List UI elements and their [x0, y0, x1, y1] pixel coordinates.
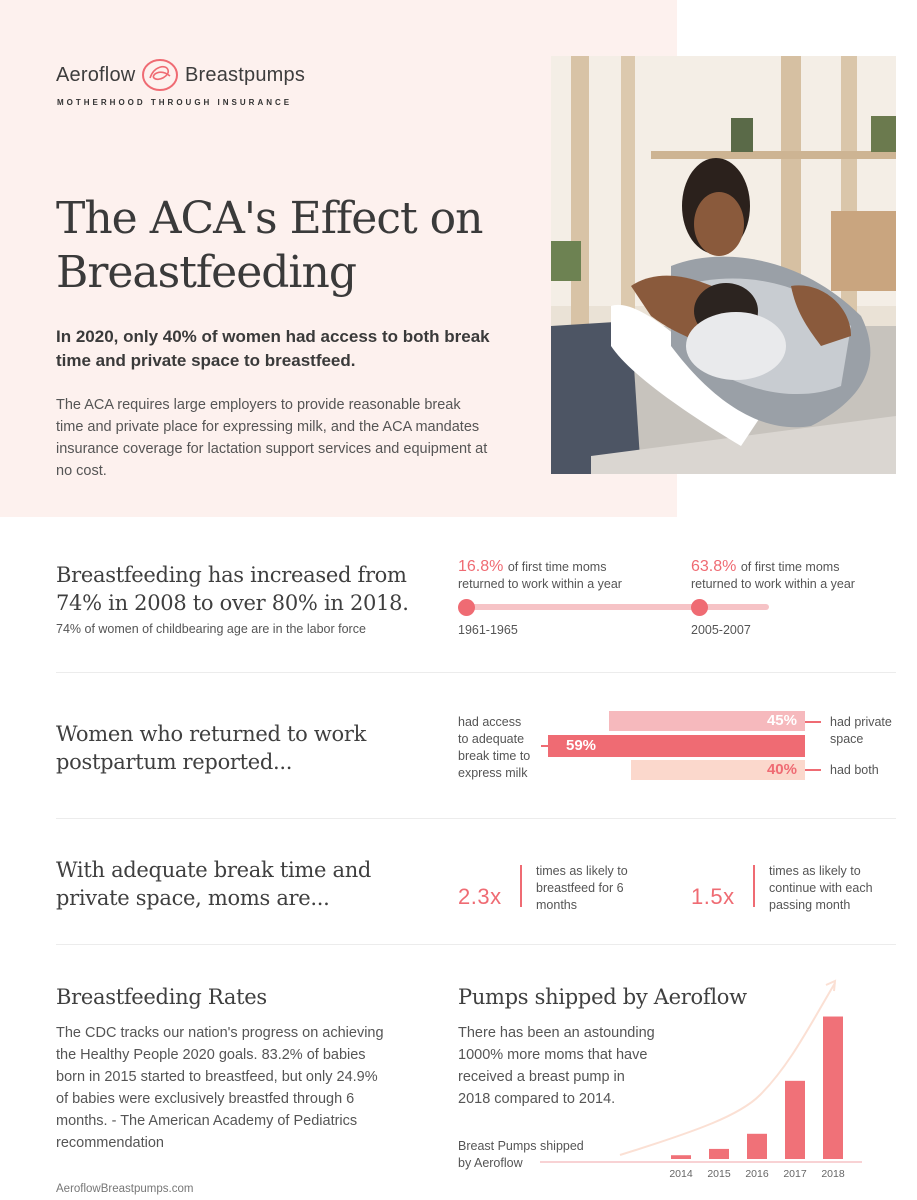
rates-body-line2: the Healthy People 2020 goals. 83.2% of babies	[56, 1047, 366, 1063]
multiplier-continue-text-line3: passing month	[769, 898, 851, 912]
stat-2005-value: 63.8%	[691, 558, 737, 575]
multiplier-breastfeed: 2.3x	[458, 884, 502, 909]
rates-body-line6: recommendation	[56, 1135, 164, 1151]
pumps-body-line2: 1000% more moms that have	[458, 1047, 648, 1063]
tick-label-2016: 2016	[745, 1168, 769, 1180]
stat-1961-text1: of first time moms	[507, 560, 607, 574]
logo-name-right: Breastpumps	[185, 64, 306, 86]
pumps-body-line1: There has been an astounding	[458, 1025, 655, 1041]
rates-heading: Breastfeeding Rates	[56, 985, 267, 1009]
bar-left-label-line2: to adequate	[458, 732, 525, 746]
multiplier-breastfeed-text-line2: breastfeed for 6	[536, 881, 624, 895]
tick-label-2014: 2014	[669, 1168, 693, 1180]
pumps-bar-chart	[540, 975, 870, 1185]
stat-1961	[458, 558, 678, 591]
increase-subtext: 74% of women of childbearing age are in the labor force	[56, 622, 366, 636]
multiplier-continue-text	[769, 863, 899, 914]
increase-heading-line2: 74% in 2008 to over 80% in 2018.	[56, 591, 409, 615]
pumps-axis-label-line2: by Aeroflow	[458, 1156, 523, 1170]
hero-body-line4: no cost.	[56, 463, 107, 479]
bar-left-label	[458, 714, 548, 782]
bar-2016	[747, 1134, 767, 1159]
page-title-line2: Breastfeeding	[56, 247, 357, 298]
bar-left-label-line3: break time to	[458, 749, 531, 763]
logo-tagline: MOTHERHOOD THROUGH INSURANCE	[57, 98, 293, 107]
bar-private-space	[609, 711, 805, 731]
divider-2	[56, 818, 896, 819]
reported-heading-line1: Women who returned to work	[56, 722, 367, 746]
footer-url[interactable]: AeroflowBreastpumps.com	[56, 1183, 194, 1195]
multiplier-breastfeed-text-line3: months	[536, 898, 577, 912]
multiplier-continue-rule	[753, 865, 755, 907]
stat-1961-value: 16.8%	[458, 558, 504, 575]
divider-1	[56, 672, 896, 673]
tick-label-2018: 2018	[821, 1168, 845, 1180]
bar-private-space-value: 45%	[766, 712, 797, 729]
bar-both-value: 40%	[766, 761, 797, 778]
stat-2005-text1: of first time moms	[740, 560, 840, 574]
bar-left-label-line4: express milk	[458, 766, 528, 780]
pumps-body-line3: received a breast pump in	[458, 1069, 625, 1085]
multiplier-breastfeed-rule	[520, 865, 522, 907]
mother-breastfeeding-photo	[551, 56, 896, 474]
timeline-dot-2005	[691, 599, 708, 616]
logo-name-left: Aeroflow	[56, 64, 136, 86]
leader-break-time	[541, 745, 555, 747]
bar-2015	[709, 1149, 729, 1159]
tick-label-2017: 2017	[783, 1168, 807, 1180]
reported-heading	[56, 720, 436, 776]
multiplier-continue: 1.5x	[691, 884, 735, 909]
rates-body-line4: of babies were exclusively breastfed through 6	[56, 1091, 355, 1107]
pumps-heading: Pumps shipped by Aeroflow	[458, 985, 747, 1009]
pumps-axis-label-line1: Breast Pumps shipped	[458, 1139, 584, 1153]
multiplier-breastfeed-text	[536, 863, 666, 914]
hero-body-line2: time and private place for expressing milk, and the ACA mandates	[56, 419, 480, 435]
stat-1961-text2: returned to work within a year	[458, 577, 622, 591]
stat-2005-text2: returned to work within a year	[691, 577, 855, 591]
hero-body	[56, 394, 516, 482]
aeroflow-swirl-icon	[140, 56, 180, 94]
likely-heading	[56, 856, 436, 912]
increase-heading-line1: Breastfeeding has increased from	[56, 563, 407, 587]
multiplier-continue-text-line1: times as likely to	[769, 864, 861, 878]
hero-lead-line1: In 2020, only 40% of women had access to both break	[56, 327, 490, 346]
leader-both	[805, 769, 821, 771]
hero-lead-line2: time and private space to breastfeed.	[56, 351, 356, 370]
rates-body-line5: months. - The American Academy of Pediatrics	[56, 1113, 358, 1129]
tick-label-2015: 2015	[707, 1168, 731, 1180]
pumps-body-line4: 2018 compared to 2014.	[458, 1091, 616, 1107]
multiplier-breastfeed-text-line1: times as likely to	[536, 864, 628, 878]
logo[interactable]	[56, 56, 306, 112]
period-1961: 1961-1965	[458, 623, 518, 637]
likely-heading-line1: With adequate break time and	[56, 858, 372, 882]
timeline-dot-1961	[458, 599, 475, 616]
label-private-space-line2: space	[830, 732, 864, 746]
timeline-track	[466, 604, 769, 610]
page-title	[56, 192, 536, 300]
hero-lead	[56, 325, 516, 373]
bar-both	[631, 760, 805, 780]
label-private-space	[830, 714, 892, 748]
stat-2005	[691, 558, 901, 591]
bar-left-label-line1: had access	[458, 715, 522, 729]
reported-heading-line2: postpartum reported...	[56, 750, 293, 774]
page-title-line1: The ACA's Effect on	[56, 193, 483, 244]
bar-break-time	[548, 735, 805, 757]
label-private-space-line1: had private	[830, 715, 892, 729]
period-2005: 2005-2007	[691, 623, 751, 637]
increase-heading	[56, 561, 436, 617]
bar-2018	[823, 1017, 843, 1159]
bar-2014	[671, 1155, 691, 1159]
label-both: had both	[830, 763, 879, 777]
multiplier-continue-text-line2: continue with each	[769, 881, 873, 895]
leader-private-space	[805, 721, 821, 723]
rates-body-line3: born in 2015 started to breastfeed, but only 24.9%	[56, 1069, 378, 1085]
likely-heading-line2: private space, moms are...	[56, 886, 330, 910]
bar-break-time-value: 59%	[566, 737, 597, 754]
hero-body-line1: The ACA requires large employers to provide reasonable break	[56, 397, 461, 413]
divider-3	[56, 944, 896, 945]
hero-body-line3: insurance coverage for lactation support services and equipment at	[56, 441, 488, 457]
bar-2017	[785, 1081, 805, 1159]
rates-body-line1: The CDC tracks our nation's progress on achieving	[56, 1025, 384, 1041]
rates-body	[56, 1022, 416, 1154]
